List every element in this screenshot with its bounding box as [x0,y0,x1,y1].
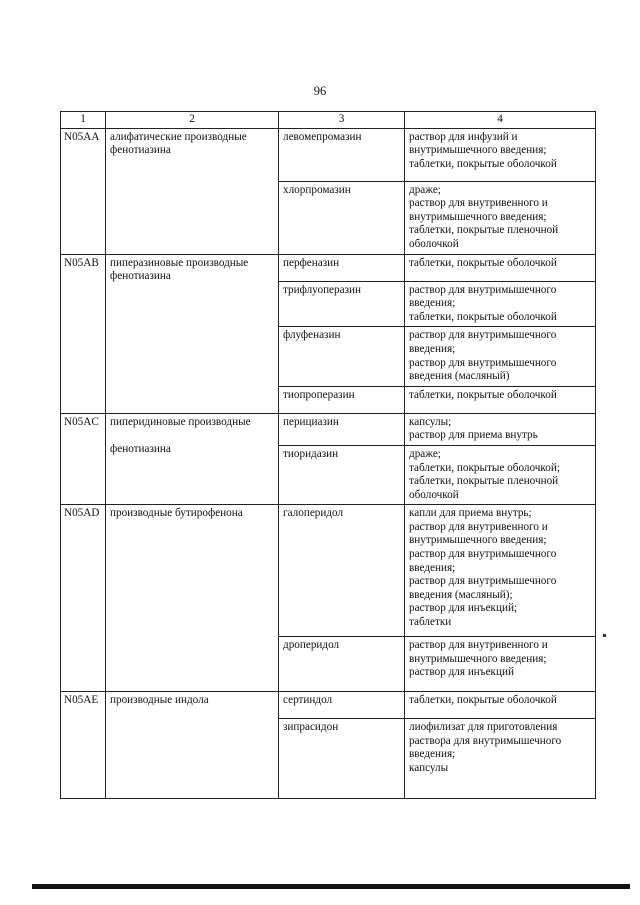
dosage-forms-cell [405,413,596,445]
dosage-forms-cell [405,128,596,181]
table-row [61,413,596,445]
column-header-2: 2 [106,112,279,129]
group-name-line: фенотиазина [110,442,171,455]
dosage-form-line: внутримышечного введения; [409,652,547,665]
dosage-form-line: таблетки, покрытые оболочкой [409,157,557,170]
dosage-form-line: введения (масляный) [409,370,510,383]
dosage-form-line: раствор для внутривенного и [409,520,548,533]
dosage-form-line: раствор для инфузий и [409,130,518,143]
page-number: 96 [313,84,327,98]
drug-group-cell [106,413,279,505]
drug-group-cell [106,692,279,799]
dosage-form-line: драже; [409,447,441,460]
dosage-form-line: раствора для внутримышечного [409,734,562,747]
group-name-line: производные бутирофенона [110,507,243,520]
dosage-form-line: раствор для внутримышечного [409,283,557,296]
dosage-form-line: раствор для внутримышечного [409,548,557,561]
drug-name-cell: перициазин [279,413,405,445]
dosage-form-line: лиофилизат для приготовления [409,721,558,734]
table-row [61,128,596,181]
dosage-form-line: раствор для приема внутрь [409,429,538,442]
drug-name-cell: зипрасидон [279,719,405,799]
dosage-form-line: капсулы [409,762,449,775]
dosage-forms-cell [405,719,596,799]
drug-name-cell: тиопроперазин [279,386,405,413]
group-name-line: производные индола [110,694,209,707]
dosage-forms-cell [405,386,596,413]
dosage-form-line: раствор для инъекций; [409,602,518,615]
dosage-form-line: таблетки [409,616,452,629]
drug-group-cell [106,505,279,692]
drug-name-cell: галоперидол [279,505,405,637]
dosage-form-line: таблетки, покрытые пленочной [409,224,559,237]
dosage-forms-cell [405,181,596,254]
column-header-1: 1 [61,112,106,129]
column-header-3: 3 [279,112,405,129]
drug-name-cell: сертиндол [279,692,405,719]
atc-code-cell: N05AC [61,413,106,505]
atc-code-cell: N05AA [61,128,106,254]
dosage-form-line: таблетки, покрытые оболочкой [409,310,557,323]
dosage-form-line: таблетки, покрытые оболочкой [409,388,557,401]
bottom-rule [32,884,630,889]
drug-group-cell [106,128,279,254]
group-name-line: пиперазиновые производные [110,256,249,269]
atc-code-cell: N05AE [61,692,106,799]
group-name-line [110,429,274,443]
dosage-form-line: таблетки, покрытые оболочкой [409,256,557,269]
column-header-4: 4 [405,112,596,129]
drug-table [60,111,596,799]
table-header-row [61,112,596,129]
dosage-form-line: оболочкой [409,488,459,501]
group-name-line: фенотиазина [110,144,171,157]
dosage-form-line: введения; [409,748,456,761]
dosage-form-line: введения; [409,342,456,355]
dosage-form-line: раствор для внутривенного и [409,639,548,652]
dosage-forms-cell [405,505,596,637]
drug-group-cell [106,254,279,413]
dosage-form-line: таблетки, покрытые пленочной [409,475,559,488]
dosage-form-line: внутримышечного введения; [409,210,547,223]
atc-code-cell: N05AD [61,505,106,692]
dosage-form-line: драже; [409,183,441,196]
dosage-forms-cell [405,281,596,327]
dosage-form-line: введения; [409,561,456,574]
dosage-form-line: внутримышечного введения; [409,144,547,157]
dosage-form-line: внутримышечного введения; [409,534,547,547]
drug-name-cell: левомепромазин [279,128,405,181]
dosage-form-line: введения (масляный); [409,588,513,601]
dosage-form-line: раствор для внутривенного и [409,197,548,210]
dosage-forms-cell [405,327,596,386]
dosage-form-line: введения; [409,297,456,310]
dosage-form-line: таблетки, покрытые оболочкой; [409,461,560,474]
scan-mark [603,634,606,637]
dosage-forms-cell [405,254,596,281]
atc-code-cell: N05AB [61,254,106,413]
dosage-form-line: таблетки, покрытые оболочкой [409,694,557,707]
dosage-form-line: капсулы; [409,415,452,428]
drug-name-cell: тиоридазин [279,445,405,504]
table-row [61,505,596,637]
dosage-form-line: раствор для инъекций [409,666,514,679]
dosage-forms-cell [405,692,596,719]
dosage-form-line: оболочкой [409,237,459,250]
drug-name-cell: хлорпромазин [279,181,405,254]
group-name-line: фенотиазина [110,270,171,283]
table-row [61,692,596,719]
drug-name-cell: флуфеназин [279,327,405,386]
dosage-form-line: раствор для внутримышечного [409,575,557,588]
dosage-forms-cell [405,637,596,692]
group-name-line: алифатические производные [110,130,247,143]
group-name-line: пиперидиновые производные [110,415,251,428]
drug-name-cell: перфеназин [279,254,405,281]
drug-name-cell: дроперидол [279,637,405,692]
dosage-form-line: капли для приема внутрь; [409,507,532,520]
dosage-form-line: раствор для внутримышечного [409,329,557,342]
table-row [61,254,596,281]
dosage-form-line: раствор для внутримышечного [409,356,557,369]
dosage-forms-cell [405,445,596,504]
drug-name-cell: трифлуоперазин [279,281,405,327]
